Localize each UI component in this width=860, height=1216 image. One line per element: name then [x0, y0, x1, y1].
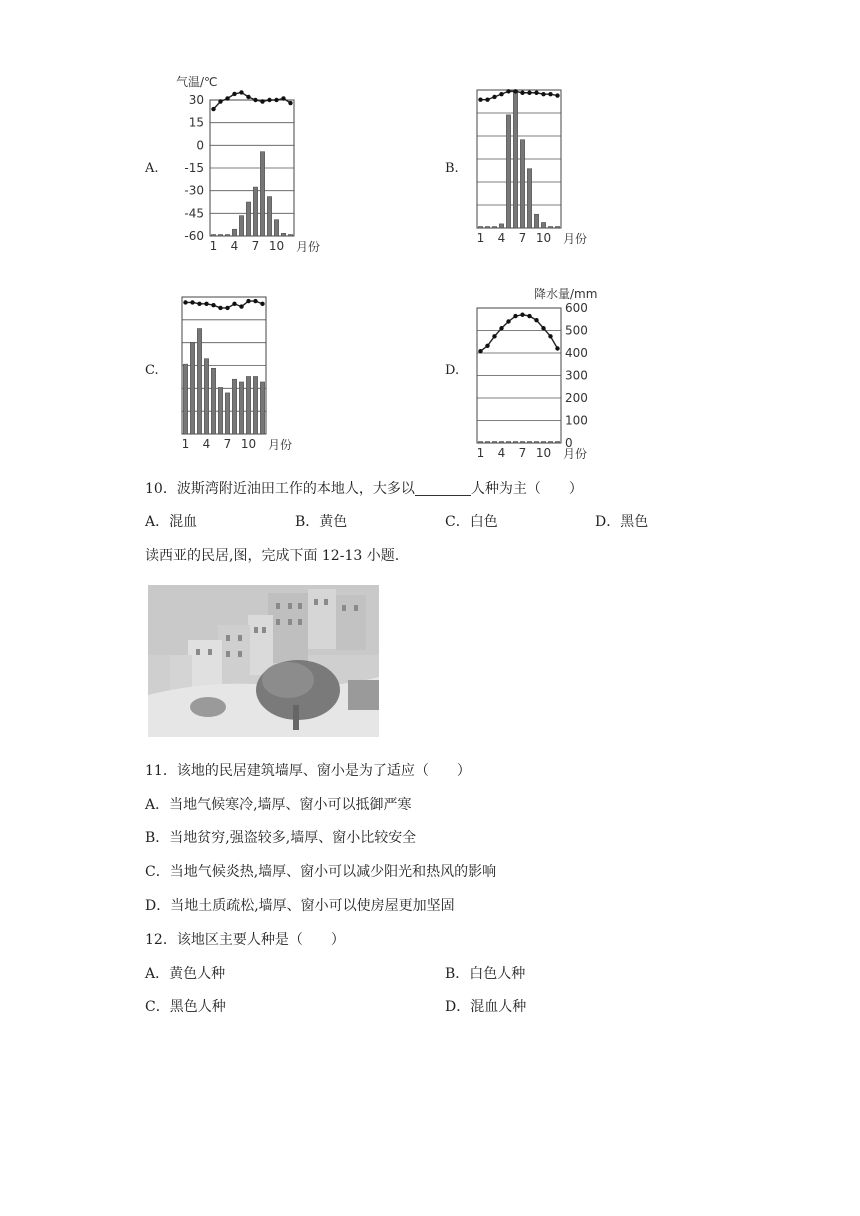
- temperature-point: [506, 319, 510, 323]
- temperature-point: [499, 326, 503, 330]
- chart-b-letter: B.: [445, 161, 459, 176]
- precip-bar: [232, 229, 236, 236]
- intro-text: 读西亚的民居,图，完成下面 12-13 小题.: [145, 548, 400, 564]
- precip-bar: [274, 220, 278, 236]
- temperature-point: [190, 300, 194, 304]
- month-tick-label: 10: [535, 231, 552, 245]
- precip-axis-label: 降水量/mm: [534, 287, 598, 301]
- temperature-point: [197, 302, 201, 306]
- temperature-point: [239, 90, 243, 94]
- precip-bar: [513, 442, 517, 444]
- q12-option-d: D．混血人种: [445, 999, 527, 1015]
- temperature-point: [513, 314, 517, 318]
- precip-tick-label: 300: [565, 368, 588, 383]
- dwelling-photo-illustration: [148, 585, 379, 737]
- temp-tick-label: -15: [184, 161, 204, 175]
- temperature-point: [499, 92, 503, 96]
- temperature-point: [541, 326, 545, 330]
- climate-chart-a: [170, 72, 320, 262]
- precip-bar: [225, 235, 229, 237]
- temperature-point: [478, 349, 482, 353]
- q12-option-a: A．黄色人种: [145, 966, 226, 982]
- temperature-point: [541, 92, 545, 96]
- precip-tick-label: 600: [565, 301, 588, 315]
- month-tick-label: 10: [535, 446, 552, 460]
- precip-bar: [541, 442, 545, 444]
- precip-bar: [527, 169, 531, 228]
- q12-option-c: C．黑色人种: [145, 999, 226, 1015]
- precip-bar: [485, 227, 489, 229]
- q10-option-b: B．黄色: [295, 514, 348, 530]
- temperature-point: [232, 92, 236, 96]
- temperature-point: [485, 344, 489, 348]
- chart-c-letter: C.: [145, 363, 159, 378]
- precip-bar: [211, 235, 215, 237]
- month-tick-label: 1: [209, 239, 218, 253]
- temp-tick-label: 30: [188, 93, 204, 107]
- temperature-point: [485, 97, 489, 101]
- temperature-point: [548, 334, 552, 338]
- precip-bar: [534, 214, 538, 228]
- month-unit-label: 月份: [563, 447, 588, 461]
- precip-bar: [232, 379, 236, 434]
- precip-bar: [246, 376, 250, 434]
- temperature-point: [478, 97, 482, 101]
- climate-chart-c: [176, 290, 301, 455]
- q11-option-d: D．当地土质疏松,墙厚、窗小可以使房屋更加坚固: [145, 898, 455, 914]
- q10-answer-blank: [415, 481, 471, 496]
- month-tick-label: 4: [230, 239, 239, 253]
- precip-bar: [520, 140, 524, 228]
- temp-tick-label: -30: [184, 183, 204, 198]
- precip-bar: [485, 442, 489, 444]
- temperature-point: [183, 300, 187, 304]
- precip-bar: [492, 442, 496, 444]
- month-tick-label: 1: [476, 446, 485, 460]
- precip-bar: [499, 224, 503, 228]
- question-12-stem: 12．该地区主要人种是（ ）: [145, 932, 345, 948]
- precip-bar: [506, 442, 510, 444]
- temperature-point: [520, 313, 524, 317]
- temperature-point: [239, 304, 243, 308]
- temp-tick-label: -45: [184, 206, 204, 221]
- temperature-point: [555, 93, 559, 97]
- q12-option-b: B．白色人种: [445, 966, 526, 982]
- precip-bar: [492, 227, 496, 229]
- climate-chart-b: [470, 80, 590, 250]
- q11-option-b: B．当地贫穷,强盗较多,墙厚、窗小比较安全: [145, 830, 417, 846]
- precip-bar: [239, 382, 243, 434]
- temperature-point: [527, 314, 531, 318]
- temperature-point: [253, 98, 257, 102]
- precip-bar: [197, 329, 201, 434]
- precip-bar: [239, 216, 243, 236]
- month-tick-label: 7: [518, 446, 527, 460]
- precip-bar: [555, 442, 559, 444]
- precip-tick-label: 400: [565, 346, 588, 360]
- q11-option-a: A．当地气候寒冷,墙厚、窗小可以抵御严寒: [145, 797, 412, 813]
- month-tick-label: 4: [497, 231, 506, 245]
- temperature-point: [492, 334, 496, 338]
- temperature-point: [492, 95, 496, 99]
- temperature-point: [232, 302, 236, 306]
- temperature-point: [274, 98, 278, 102]
- temperature-point: [520, 91, 524, 95]
- q10-stem-before: 10．波斯湾附近油田工作的本地人，大多以: [145, 481, 415, 497]
- precip-bar: [478, 442, 482, 444]
- chart-a-letter: A.: [145, 161, 159, 176]
- temperature-point: [288, 101, 292, 105]
- precip-bar: [520, 442, 524, 444]
- temperature-point: [246, 95, 250, 99]
- precip-bar: [478, 227, 482, 229]
- temperature-line: [214, 92, 291, 109]
- temperature-point: [555, 346, 559, 350]
- temperature-line: [481, 315, 558, 351]
- month-tick-label: 10: [268, 239, 285, 253]
- precip-bar: [260, 382, 264, 434]
- temperature-point: [225, 96, 229, 100]
- precip-bar: [190, 342, 194, 434]
- month-unit-label: 月份: [563, 232, 588, 246]
- precip-bar: [541, 222, 545, 228]
- precip-bar: [555, 227, 559, 229]
- question-11-stem: 11．该地的民居建筑墙厚、窗小是为了适应（ ）: [145, 763, 471, 779]
- temperature-point: [246, 299, 250, 303]
- month-tick-label: 1: [181, 437, 190, 451]
- temperature-point: [211, 303, 215, 307]
- temp-axis-label: 气温/℃: [176, 75, 218, 89]
- temperature-point: [218, 99, 222, 103]
- month-unit-label: 月份: [296, 240, 320, 254]
- month-tick-label: 7: [251, 239, 260, 253]
- precip-bar: [548, 227, 552, 229]
- precip-bar: [225, 393, 229, 434]
- temperature-point: [548, 92, 552, 96]
- q10-option-c: C．白色: [445, 514, 498, 530]
- dwelling-photo: [148, 585, 379, 737]
- temperature-point: [281, 96, 285, 100]
- precip-bar: [288, 235, 292, 237]
- month-tick-label: 1: [476, 231, 485, 245]
- precip-bar: [513, 90, 517, 228]
- precip-tick-label: 100: [565, 413, 588, 428]
- temp-tick-label: 15: [188, 115, 204, 130]
- precip-bar: [527, 442, 531, 444]
- precip-bar: [281, 233, 285, 236]
- q11-option-c: C．当地气候炎热,墙厚、窗小可以减少阳光和热风的影响: [145, 864, 497, 880]
- month-tick-label: 4: [202, 437, 211, 451]
- temperature-point: [204, 302, 208, 306]
- temp-tick-label: 0: [196, 138, 204, 153]
- precip-bar: [218, 387, 222, 434]
- month-tick-label: 7: [518, 231, 527, 245]
- temperature-point: [260, 302, 264, 306]
- precip-bar: [267, 197, 271, 236]
- chart-d-letter: D.: [445, 363, 460, 378]
- precip-bar: [246, 202, 250, 236]
- temperature-point: [260, 99, 264, 103]
- month-tick-label: 7: [223, 437, 232, 451]
- q10-option-d: D．黑色: [595, 514, 649, 530]
- temp-tick-label: -60: [184, 229, 204, 243]
- precip-bar: [260, 152, 264, 236]
- precip-tick-label: 0: [565, 436, 573, 450]
- precip-bar: [253, 187, 257, 236]
- temperature-point: [534, 91, 538, 95]
- temperature-line: [186, 301, 263, 308]
- precip-bar: [211, 368, 215, 434]
- precip-bar: [218, 235, 222, 237]
- temperature-point: [513, 89, 517, 93]
- temperature-point: [218, 306, 222, 310]
- precip-bar: [534, 442, 538, 444]
- question-10-stem: [145, 480, 583, 498]
- temperature-point: [506, 89, 510, 93]
- precip-bar: [183, 364, 187, 434]
- precip-bar: [204, 359, 208, 434]
- month-tick-label: 4: [497, 446, 506, 460]
- temperature-point: [225, 306, 229, 310]
- q10-option-a: A．混血: [145, 514, 198, 530]
- precip-bar: [253, 376, 257, 434]
- temperature-point: [211, 107, 215, 111]
- month-unit-label: 月份: [268, 438, 293, 452]
- precip-tick-label: 500: [565, 323, 588, 338]
- precip-bar: [499, 442, 503, 444]
- climate-chart-d: [470, 284, 620, 462]
- temperature-point: [534, 318, 538, 322]
- temperature-line: [481, 91, 558, 99]
- precip-bar: [548, 442, 552, 444]
- temperature-point: [253, 299, 257, 303]
- precip-bar: [506, 115, 510, 228]
- month-tick-label: 10: [240, 437, 257, 451]
- temperature-point: [267, 98, 271, 102]
- precip-tick-label: 200: [565, 391, 588, 405]
- q10-stem-after: 人种为主（ ）: [470, 481, 583, 497]
- temperature-point: [527, 91, 531, 95]
